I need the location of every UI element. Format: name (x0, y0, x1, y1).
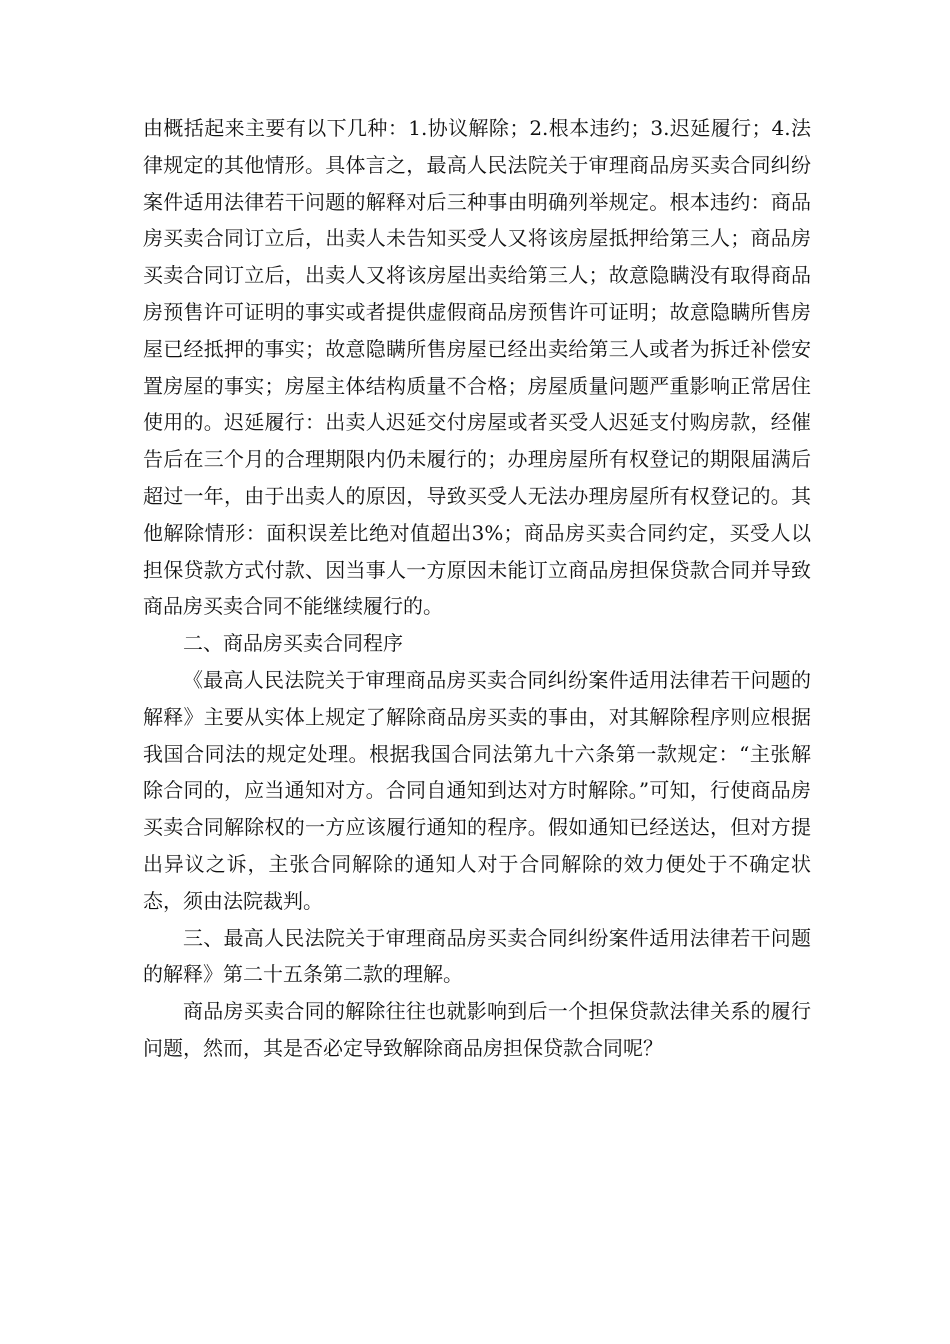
section-heading-procedure: 二、商品房买卖合同程序 (183, 631, 403, 656)
section-heading-interpretation: 三、最高人民法院关于审理商品房买卖合同纠纷案件适用法律若干问题的解释》第二十五条第二款的理解。 (143, 925, 811, 987)
body-paragraph-2: 《最高人民法院关于审理商品房买卖合同纠纷案件适用法律若干问题的解释》主要从实体上规定了解除商品房买卖的事由，对其解除程序则应根据我国合同法的规定处理。根据我国合同法第九十六条第一款规定：“主张解除合同的，应当通知对方。合同自通知到达对方时解除。”可知，行使商品房买卖合同解除权的一方应该履行通知的程序。假如通知已经送达，但对方提出异议之诉，主张合同解除的通知人对于合同解除的效力便处于不确定状态，须由法院裁判。 (143, 667, 811, 913)
document-page (143, 110, 811, 1067)
body-paragraph-1: 由概括起来主要有以下几种：1.协议解除；2.根本违约；3.迟延履行；4.法律规定的其他情形。具体言之，最高人民法院关于审理商品房买卖合同纠纷案件适用法律若干问题的解释对后三种事由明确列举规定。根本违约：商品房买卖合同订立后，出卖人未告知买受人又将该房屋抵押给第三人；商品房买卖合同订立后，出卖人又将该房屋出卖给第三人；故意隐瞒没有取得商品房预售许可证明的事实或者提供虚假商品房预售许可证明；故意隐瞒所售房屋已经抵押的事实；故意隐瞒所售房屋已经出卖给第三人或者为拆迁补偿安置房屋的事实；房屋主体结构质量不合格；房屋质量问题严重影响正常居住使用的。迟延履行：出卖人迟延交付房屋或者买受人迟延支付购房款，经催告后在三个月的合理期限内仍未履行的；办理房屋所有权登记的期限届满后超过一年，由于出卖人的原因，导致买受人无法办理房屋所有权登记的。其他解除情形：面积误差比绝对值超出3%；商品房买卖合同约定，买受人以担保贷款方式付款、因当事人一方原因未能订立商品房担保贷款合同并导致商品房买卖合同不能继续履行的。 (143, 116, 811, 619)
body-paragraph-3: 商品房买卖合同的解除往往也就影响到后一个担保贷款法律关系的履行问题，然而，其是否必定导致解除商品房担保贷款合同呢？ (143, 999, 811, 1060)
